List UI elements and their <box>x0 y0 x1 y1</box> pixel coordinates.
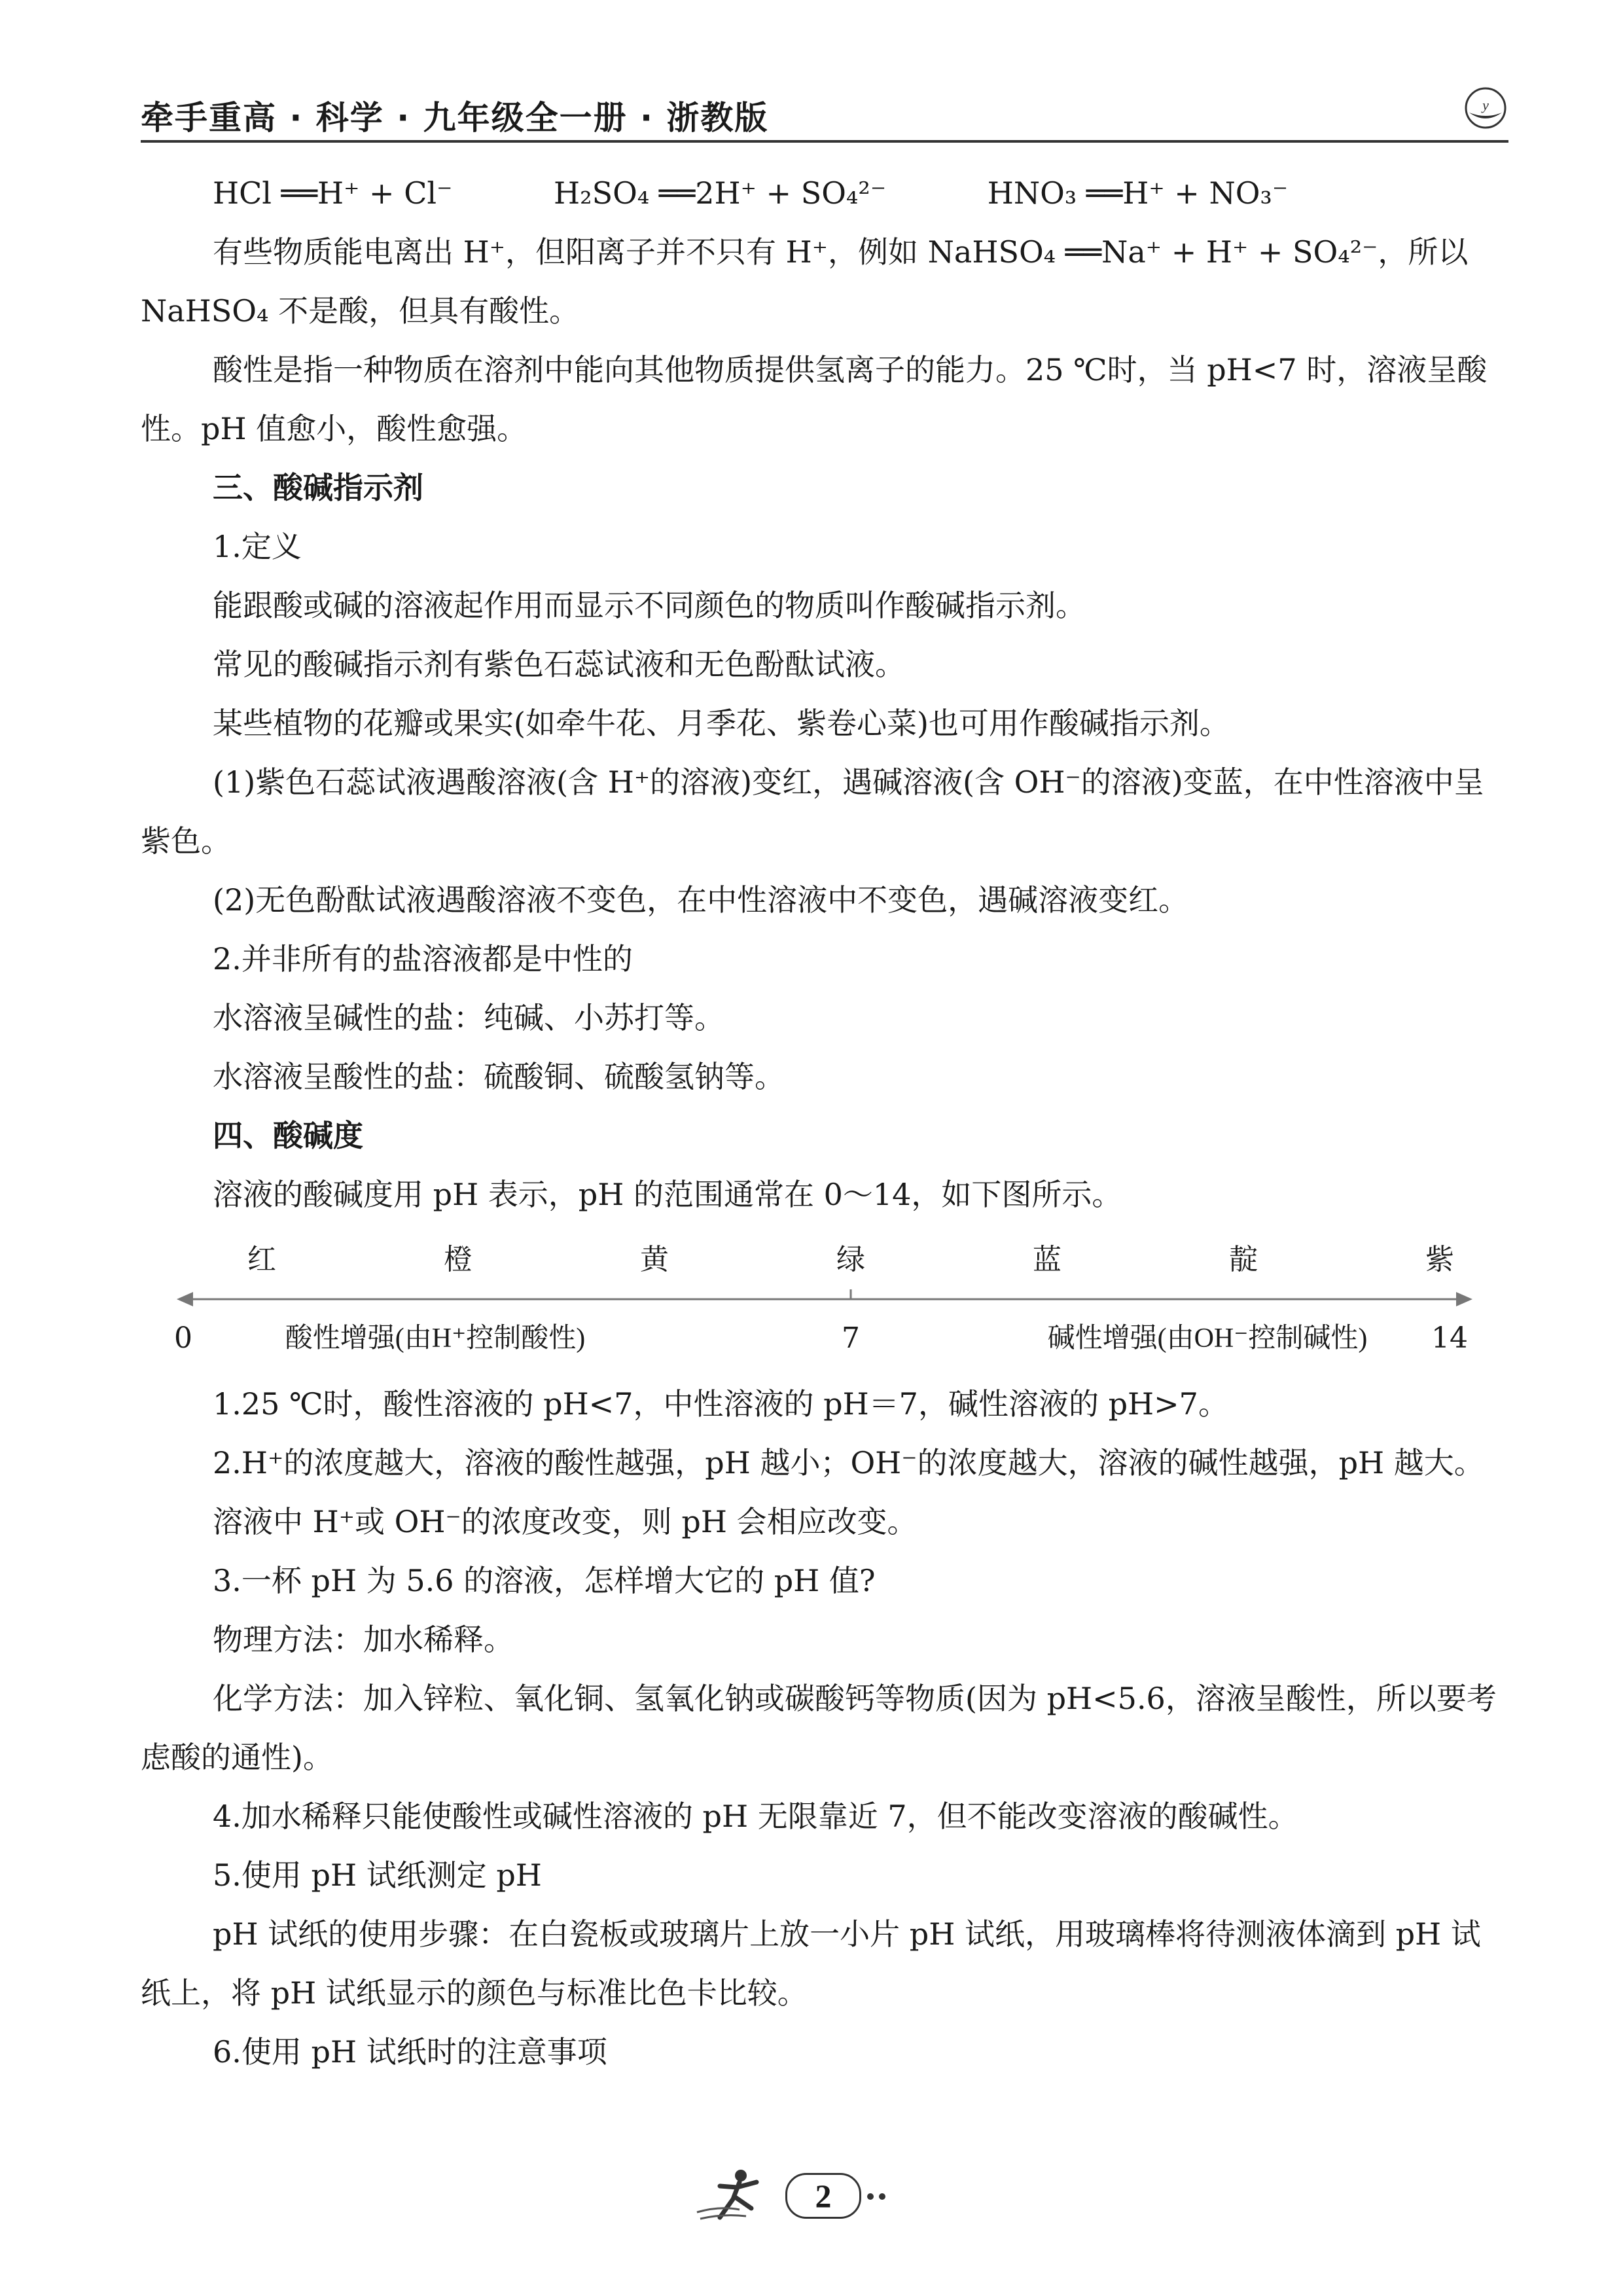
page-header <box>141 85 1508 144</box>
paragraph-basic-salts: 水溶液呈碱性的盐：纯碱、小苏打等。 <box>213 1000 724 1035</box>
paragraph-chemical-method: 化学方法：加入锌粒、氧化铜、氢氧化钠或碳酸钙等物质(因为 pH<5.6，溶液呈酸性，所以要考虑酸的通性)。 <box>141 1681 1497 1775</box>
paragraph-physical-method: 物理方法：加水稀释。 <box>213 1622 514 1657</box>
paragraph-concentration-change: 溶液中 H⁺或 OH⁻的浓度改变，则 pH 会相应改变。 <box>213 1504 918 1539</box>
paragraph-acidity: 酸性是指一种物质在溶剂中能向其他物质提供氢离子的能力。25 ℃时，当 pH<7 时，溶液呈酸性。pH 值愈小，酸性愈强。 <box>141 352 1488 446</box>
paragraph-ph-paper-steps: pH 试纸的使用步骤：在白瓷板或玻璃片上放一小片 pH 试纸，用玻璃棒将待测液体滴到 pH 试纸上，将 pH 试纸显示的颜色与标准比色卡比较。 <box>141 1916 1481 2011</box>
paragraph-dilution: 4.加水稀释只能使酸性或碱性溶液的 pH 无限靠近 7，但不能改变溶液的酸碱性。 <box>213 1799 1298 1834</box>
base-note: 碱性增强(由OH⁻控制碱性) <box>1047 1323 1368 1354</box>
tick-label-7: 7 <box>842 1321 860 1355</box>
color-label-violet: 紫 <box>1425 1243 1454 1276</box>
section-heading-indicators: 三、酸碱指示剂 <box>213 470 423 505</box>
paragraph-phenolphthalein: (2)无色酚酞试液遇酸溶液不变色，在中性溶液中不变色，遇碱溶液变红。 <box>213 882 1189 918</box>
equation-hno3: HNO₃ ══H⁺ + NO₃⁻ <box>987 175 1289 211</box>
section-heading-ph: 四、酸碱度 <box>213 1118 363 1153</box>
page-content <box>141 164 1508 2081</box>
paragraph-plant-indicators: 某些植物的花瓣或果实(如牵牛花、月季花、紫卷心菜)也可用作酸碱指示剂。 <box>213 706 1230 741</box>
color-label-green: 绿 <box>836 1243 865 1276</box>
paragraph-common-indicators: 常见的酸碱指示剂有紫色石蕊试液和无色酚酞试液。 <box>213 647 905 682</box>
paragraph-concentration: 2.H⁺的浓度越大，溶液的酸性越强，pH 越小；OH⁻的浓度越大，溶液的碱性越强，pH 越大。 <box>213 1445 1484 1480</box>
subheading-ph-paper-notes: 6.使用 pH 试纸时的注意事项 <box>213 2034 607 2070</box>
page-number: 2 <box>785 2173 861 2219</box>
ionization-equations <box>141 164 1508 223</box>
subheading-ph-paper: 5.使用 pH 试纸测定 pH <box>213 1857 542 1893</box>
color-label-blue: 蓝 <box>1033 1243 1061 1276</box>
page-footer <box>694 2160 929 2238</box>
question-raise-ph: 3.一杯 pH 为 5.6 的溶液，怎样增大它的 pH 值? <box>213 1563 876 1598</box>
paragraph-nahso4: 有些物质能电离出 H⁺，但阳离子并不只有 H⁺，例如 NaHSO₄ ══Na⁺ + H⁺ + SO₄²⁻，所以 NaHSO₄ 不是酸，但具有酸性。 <box>141 234 1469 329</box>
color-label-orange: 橙 <box>444 1243 473 1276</box>
paragraph-ph-range: 溶液的酸碱度用 pH 表示，pH 的范围通常在 0～14，如下图所示。 <box>213 1177 1122 1212</box>
tick-label-14: 14 <box>1431 1321 1468 1355</box>
subheading-salt-solutions: 2.并非所有的盐溶液都是中性的 <box>213 941 633 977</box>
header-divider <box>141 140 1508 143</box>
subheading-definition: 1.定义 <box>213 529 302 564</box>
equation-h2so4: H₂SO₄ ══2H⁺ + SO₄²⁻ <box>554 175 887 211</box>
acid-note: 酸性增强(由H⁺控制酸性) <box>285 1323 586 1354</box>
decorative-dots-icon <box>865 2193 891 2200</box>
equation-hcl: HCl ══H⁺ + Cl⁻ <box>213 175 453 211</box>
paragraph-litmus: (1)紫色石蕊试液遇酸溶液(含 H⁺的溶液)变红，遇碱溶液(含 OH⁻的溶液)变蓝，在中性溶液中呈紫色。 <box>141 764 1484 859</box>
tick-label-0: 0 <box>174 1321 192 1355</box>
paragraph-ph-25c: 1.25 ℃时，酸性溶液的 pH<7，中性溶液的 pH＝7，碱性溶液的 pH>7。 <box>213 1386 1228 1422</box>
color-label-indigo: 靛 <box>1229 1243 1258 1276</box>
publisher-logo-icon <box>1463 85 1508 131</box>
book-title: 牵手重高 · 科学 · 九年级全一册 · 浙教版 <box>141 99 769 137</box>
ph-scale-diagram <box>141 1224 1508 1374</box>
runner-icon <box>694 2166 785 2225</box>
color-label-yellow: 黄 <box>640 1243 669 1276</box>
svg-text:y: y <box>1482 97 1489 113</box>
paragraph-definition: 能跟酸或碱的溶液起作用而显示不同颜色的物质叫作酸碱指示剂。 <box>213 588 1086 623</box>
paragraph-acidic-salts: 水溶液呈酸性的盐：硫酸铜、硫酸氢钠等。 <box>213 1059 785 1094</box>
color-label-red: 红 <box>247 1243 276 1276</box>
